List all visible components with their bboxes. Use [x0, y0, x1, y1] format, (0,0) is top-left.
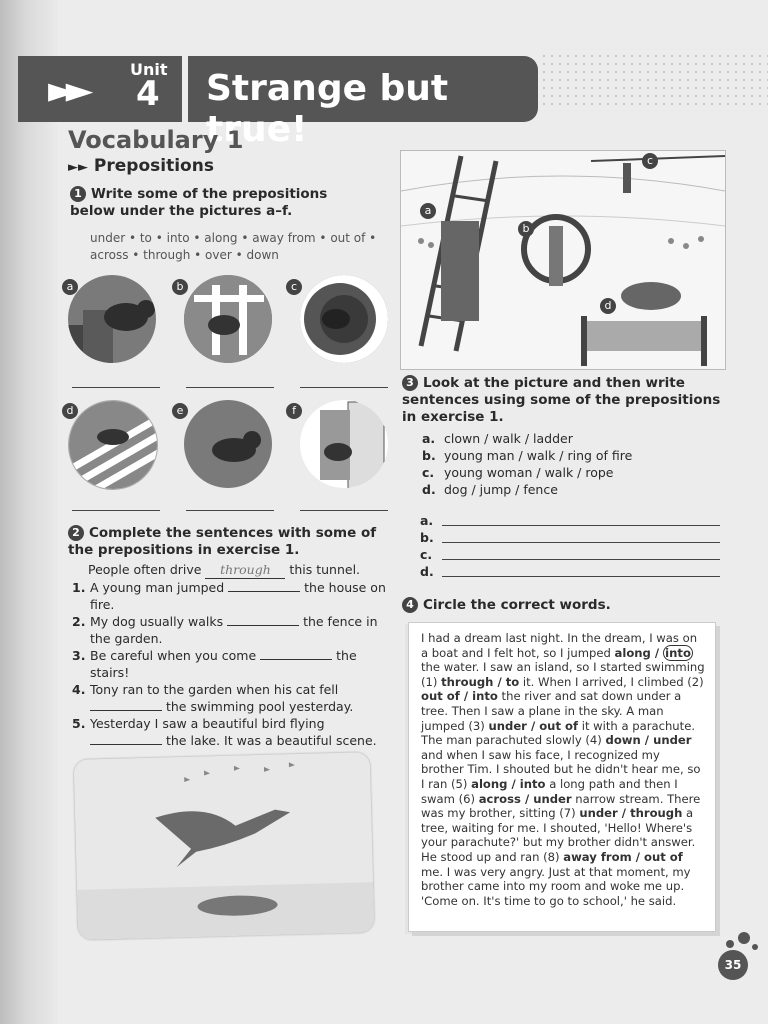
- option[interactable]: across: [478, 791, 521, 806]
- ex3-answer-lines: [420, 512, 720, 580]
- book-gutter: [0, 0, 58, 1024]
- exercise-2: [68, 525, 398, 749]
- double-arrow-icon: ►►: [68, 160, 88, 175]
- picture-b: [184, 275, 272, 363]
- answer-line-e[interactable]: [186, 510, 274, 511]
- picture-label-c: c: [286, 276, 307, 295]
- list-item: 5. Yesterday I saw a beautiful bird flying the lake. It was a beautiful scene.: [72, 716, 377, 748]
- unit-label: Unit: [130, 60, 168, 79]
- list-item: d. dog / jump / fence: [422, 482, 558, 497]
- answer-input[interactable]: [442, 513, 720, 526]
- blank-input[interactable]: [228, 579, 300, 592]
- list-item: b. young man / walk / ring of fire: [422, 448, 633, 463]
- dog-doorway-illustration: [300, 400, 388, 488]
- option[interactable]: out of: [421, 689, 460, 704]
- answer-input[interactable]: [442, 530, 720, 543]
- answer-line-c[interactable]: [300, 387, 388, 388]
- blank-input[interactable]: [260, 647, 332, 660]
- list-item: 3. Be careful when you come the stairs!: [72, 648, 357, 680]
- dog-tunnel-illustration: [300, 275, 388, 363]
- answer-line-d[interactable]: [72, 510, 160, 511]
- option[interactable]: through: [630, 806, 683, 821]
- unit-title: Strange but true!: [206, 68, 449, 150]
- option[interactable]: into: [472, 689, 498, 704]
- list-item: c. young woman / walk / rope: [422, 465, 614, 480]
- circus-label-d: d: [600, 295, 621, 314]
- option[interactable]: down: [605, 733, 641, 748]
- circus-label-b: b: [518, 218, 539, 237]
- picture-f: [300, 400, 388, 488]
- option[interactable]: along: [614, 645, 651, 660]
- blank-input[interactable]: [90, 698, 162, 711]
- ex1-instruction: 1 Write some of the prepositions below under the pictures a–f.: [70, 186, 328, 219]
- dog-fence-illustration: [184, 275, 272, 363]
- blank-input[interactable]: [227, 613, 299, 626]
- ex3-instruction: 3 Look at the picture and then write sentences using some of the prepositions in exercise 1.: [402, 375, 721, 425]
- picture-label-d: d: [62, 400, 83, 419]
- page-number: 35: [718, 950, 748, 980]
- ex4-instruction: 4 Circle the correct words.: [402, 597, 611, 614]
- answer-line: a.: [420, 512, 720, 529]
- heron-lake-illustration: [74, 752, 375, 940]
- answer-line-b[interactable]: [186, 387, 274, 388]
- ex2-list: [68, 579, 398, 749]
- word-box: under • to • into • along • away from • out of • across • through • over • down: [90, 231, 377, 262]
- dot-pattern: [540, 52, 768, 107]
- section-title: Vocabulary 1: [68, 126, 244, 154]
- ex2-example: People often drive through this tunnel.: [88, 562, 361, 577]
- option[interactable]: into: [519, 776, 546, 791]
- ex1-number: 1: [70, 186, 86, 202]
- story-card: [408, 622, 716, 932]
- picture-c: [300, 275, 388, 363]
- story-text: I had a dream last night. In the dream, I was on a boat and I felt hot, so I jumped along / into the water. I saw an island, so I started swimming (1) through / to it. When I arrived, I climbed (2) out of / into the river and sat down under a tree. Then I saw a plane in the sky. A man jumped (3) under / out of it with a parachute. The man parachuted slowly (4) down / under and when I saw his face, I recognized my brother Tim. I shouted but he didn't hear me, so I ran (5) along / into a long path and then I swam (6) across / under narrow stream. There was my brother, sitting (7) under / through a tree, waiting for me. I shouted, 'Hello! Where's your parachute?' but my brother didn't answer. He stood up and ran (8) away from / out of me. I was very angry. Just at that moment, my brother came into my room and woke me up. 'Come on. It's time to go to school,' he said.: [421, 631, 705, 908]
- list-item: 4. Tony ran to the garden when his cat fell the swimming pool yesterday.: [72, 682, 354, 714]
- option[interactable]: to: [505, 674, 520, 689]
- option[interactable]: under: [533, 791, 572, 806]
- option[interactable]: through: [441, 674, 494, 689]
- answer-input[interactable]: [442, 547, 720, 560]
- picture-label-e: e: [172, 400, 193, 419]
- option[interactable]: along: [471, 776, 508, 791]
- double-arrow-icon: ►►: [48, 70, 84, 111]
- circus-label-c: c: [642, 150, 663, 169]
- blank-input[interactable]: [90, 732, 162, 745]
- answer-line: c.: [420, 546, 720, 563]
- picture-label-f: f: [286, 400, 307, 419]
- circus-label-a: a: [420, 200, 441, 219]
- circus-picture: [400, 150, 726, 370]
- option[interactable]: out of: [539, 718, 579, 733]
- option[interactable]: under: [653, 733, 692, 748]
- unit-number: 4: [136, 74, 160, 114]
- banner-divider: [182, 56, 188, 122]
- answer-line-f[interactable]: [300, 510, 388, 511]
- circled-example[interactable]: into: [665, 645, 691, 660]
- list-item: 1. A young man jumped the house on fire.: [72, 580, 386, 612]
- circus-illustration: [401, 151, 725, 369]
- picture-label-b: b: [172, 276, 193, 295]
- option[interactable]: away from: [563, 849, 632, 864]
- option[interactable]: out of: [643, 849, 683, 864]
- picture-e: [184, 400, 272, 488]
- option[interactable]: under: [488, 718, 527, 733]
- answer-input[interactable]: [442, 564, 720, 577]
- picture-label-a: a: [62, 276, 83, 295]
- ex3-prompts: [402, 430, 732, 498]
- list-item: 2. My dog usually walks the fence in the garden.: [72, 614, 378, 646]
- answer-line: b.: [420, 529, 720, 546]
- answer-line-a[interactable]: [72, 387, 160, 388]
- section-subtitle: ►► Prepositions: [68, 156, 214, 176]
- ex2-instruction: 2 Complete the sentences with some of the prepositions in exercise 1.: [68, 525, 377, 558]
- example-answer: through: [205, 561, 285, 579]
- option[interactable]: under: [579, 806, 618, 821]
- dog-jumping-illustration: [184, 400, 272, 488]
- exercise-3: [402, 375, 732, 498]
- list-item: a. clown / walk / ladder: [422, 431, 573, 446]
- answer-line: d.: [420, 563, 720, 580]
- heron-photo: [74, 752, 375, 940]
